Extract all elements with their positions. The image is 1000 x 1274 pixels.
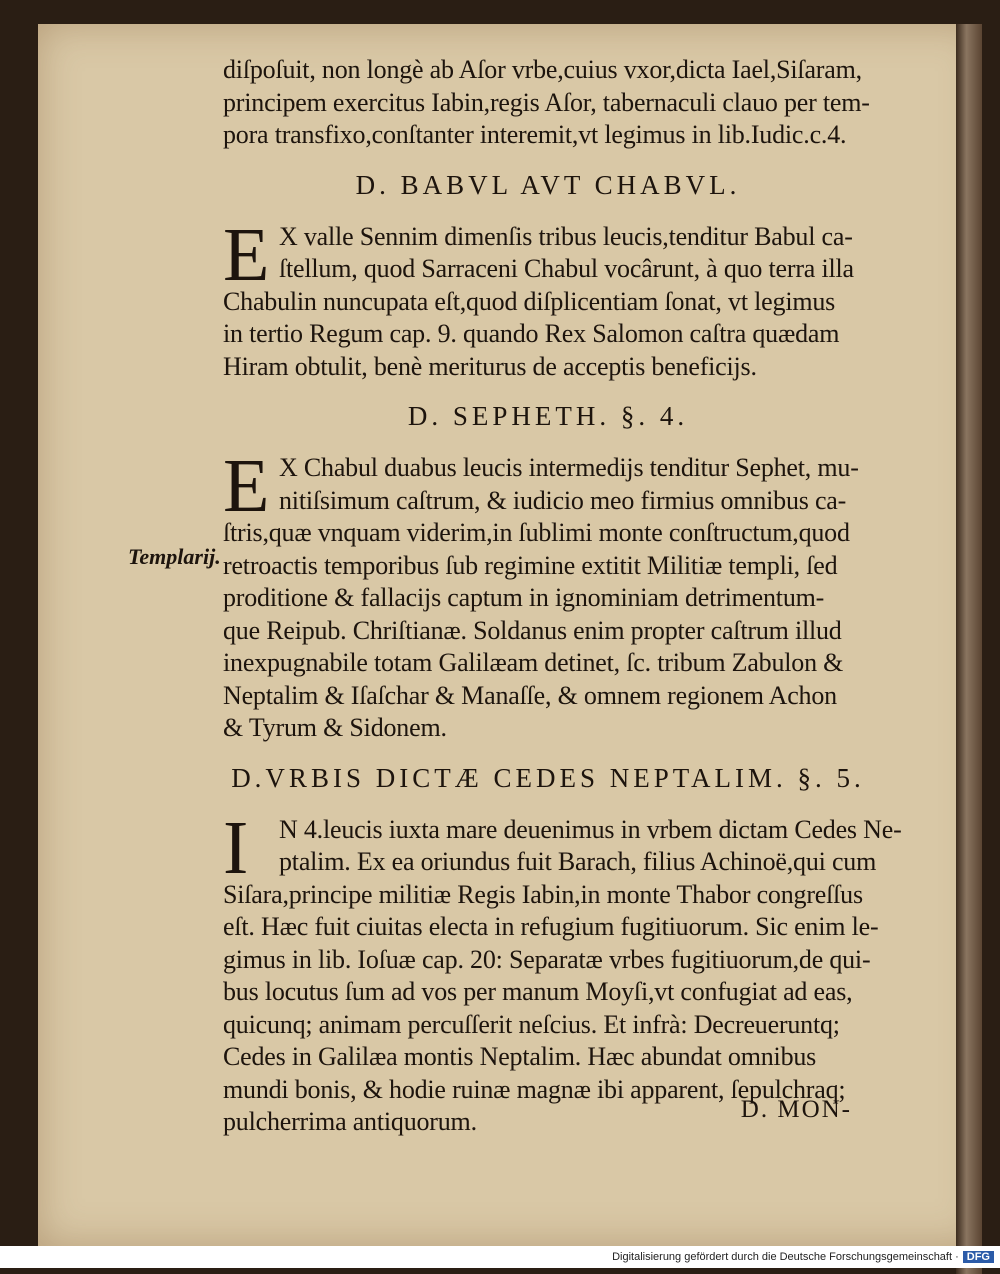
dfg-logo: DFG [963,1251,994,1263]
opening-lines [223,54,873,152]
text-line: Cedes in Galilæa montis Neptalim. Hæc abundat omnibus [223,1042,817,1071]
text-line: que Reipub. Chriſtianæ. Soldanus enim propter caſtrum illud [223,615,842,645]
marginal-note: Templarij. [128,544,221,569]
text-line: Siſara,principe militiæ Regis Iabin,in monte Thabor congreſſus [223,879,863,909]
text-line: diſpoſuit, non longè ab Aſor vrbe,cuius vxor,dicta Iael,Siſaram, [223,55,862,84]
text-line: N 4.leucis iuxta mare deuenimus in vrbem dictam Cedes Ne- [279,814,902,844]
section-heading-sepheth: D. SEPHETH. §. 4. [407,401,689,431]
text-line: retroactis temporibus ſub regimine extitit Militiæ templi, ſed [223,550,838,580]
text-line: quicunq; animam percuſſerit neſcius. Et infrà: Decreueruntq; [223,1009,840,1039]
drop-cap: E [223,444,270,528]
section-heading-cedes: D.VRBIS DICTÆ CEDES NEPTALIM. §. 5. [231,762,865,793]
text-line: inexpugnabile totam Galilæam detinet, ſc. tribum Zabulon & [223,648,844,677]
text-line: pulcherrima antiquorum. [223,1107,477,1136]
text-line: proditione & fallacijs captum in ignominiam detrimentum- [223,583,825,612]
footer-credit: Digitalisierung gefördert durch die Deutsche Forschungsgemeinschaft · [612,1251,959,1263]
text-block [223,54,902,1139]
text-line: in tertio Regum cap. 9. quando Rex Salomon caſtra quædam [223,319,840,348]
text-line: principem exercitus Iabin,regis Aſor, tabernaculi clauo per tem- [223,87,870,117]
paragraph-babul [223,212,873,384]
text-line: X Chabul duabus leucis intermedijs tenditur Sephet, mu- [279,453,859,482]
text-line: pora transfixo,conſtanter interemit,vt legimus in lib.Iudic.c.4. [223,120,847,149]
catchword: D. MON- [740,1096,852,1123]
text-line: ſtris,quæ vnquam viderim,in ſublimi monte conſtructum,quod [223,518,850,547]
text-line: X valle Sennim dimenſis tribus leucis,tenditur Babul ca- [279,221,853,251]
text-line: gimus in lib. Ioſuæ cap. 20: Separatæ vrbes fugitiuorum,de qui- [223,944,871,974]
drop-cap: E [223,212,270,297]
text-line: bus locutus ſum ad vos per manum Moyſi,vt confugiat ad eas, [223,977,853,1006]
text-line: Hiram obtulit, benè meriturus de acceptis beneficijs. [223,351,757,381]
page-edge [956,24,982,1274]
book-page [38,24,982,1246]
footer-bar [0,1246,1000,1268]
drop-cap: I [223,805,249,890]
text-line: Neptalim & Iſaſchar & Manaſſe, & omnem regionem Achon [223,680,837,710]
paragraph-sepheth [223,444,873,745]
text-line: ſtellum, quod Sarraceni Chabul vocârunt, à quo terra illa [279,254,854,283]
text-line: eſt. Hæc fuit ciuitas electa in refugium fugitiuorum. Sic enim le- [223,912,879,941]
section-heading-babul: D. BABVL AVT CHABVL. [355,169,741,200]
text-line: & Tyrum & Sidonem. [223,713,447,742]
text-line: ptalim. Ex ea oriundus fuit Barach, filius Achinoë,qui cum [279,847,877,876]
text-line: mundi bonis, & hodie ruinæ magnæ ibi apparent, ſepulchraq; [223,1074,846,1104]
text-line: nitiſsimum caſtrum, & iudicio meo firmius omnibus ca- [279,485,847,515]
paragraph-cedes [223,805,902,1139]
text-line: Chabulin nuncupata eſt,quod diſplicentiam ſonat, vt legimus [223,286,836,316]
